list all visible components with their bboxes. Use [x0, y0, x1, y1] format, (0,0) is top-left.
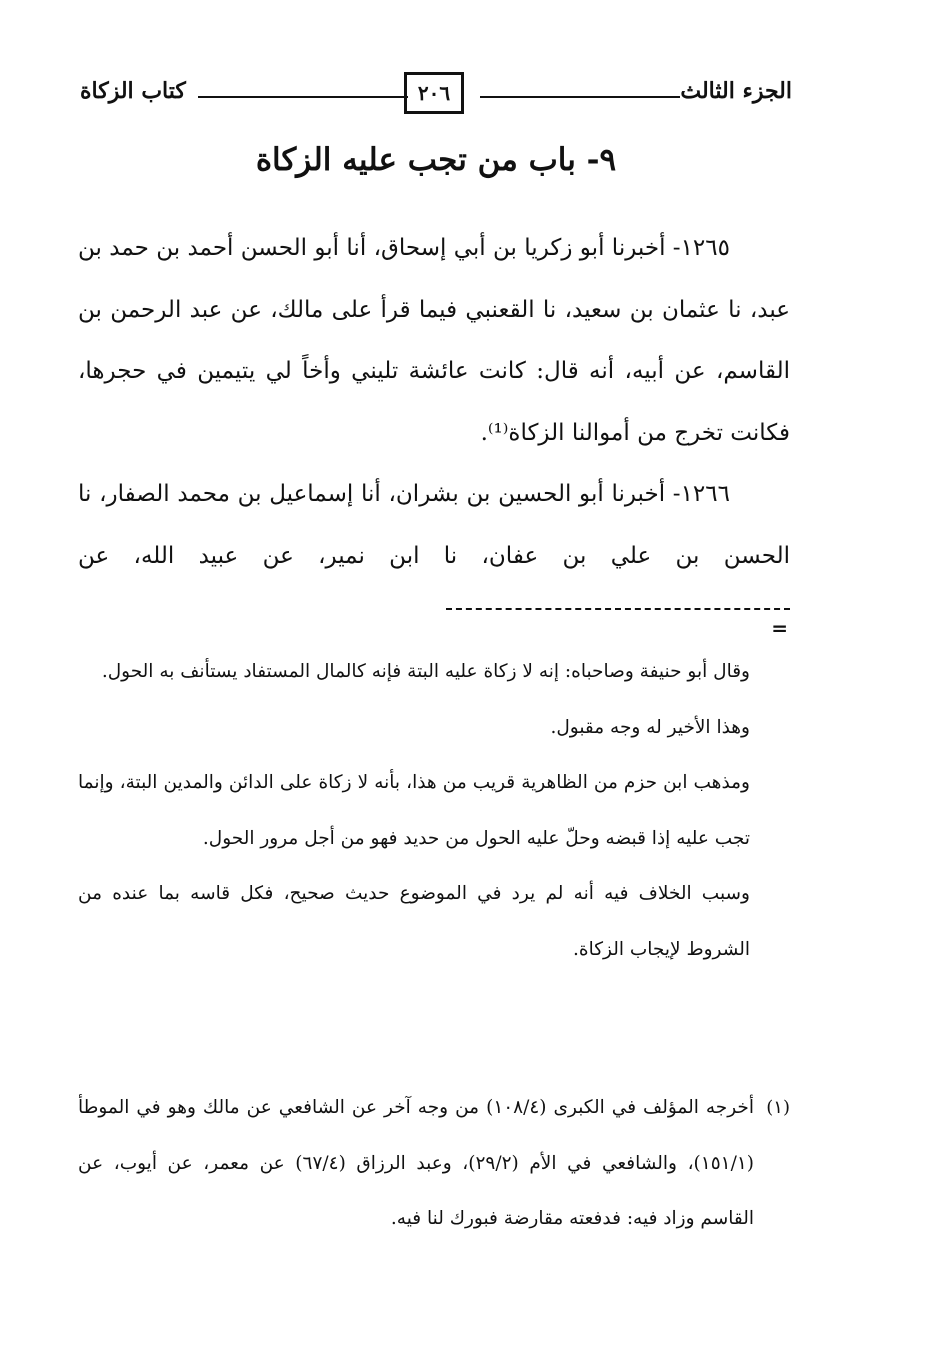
hadith-1265: ١٢٦٥- أخبرنا أبو زكريا بن أبي إسحاق، أنا أبو الحسن أحمد بن حمد بن عبد، نا عثمان بن سعيد، نا القعنبي فيما قرأ على مالك، عن عبد الرحمن بن القاسم، عن أبيه، أنه قال: كانت عائشة تليني وأخاً لي يتيمين في حجرها، فكانت تخرج من أموالنا الزكاة⁽¹⁾.	[78, 235, 790, 446]
footnote-1-text: أخرجه المؤلف في الكبرى (١٠٨/٤) من وجه آخر عن الشافعي عن مالك وهو في الموطأ (١٥١/١)، والشافعي في الأم (٢٩/٢)، وعبد الرزاق (٦٧/٤) عن معمر، عن أيوب، عن القاسم وزاد فيه: فدفعته مقارضة فبورك لنا فيه.	[78, 1097, 754, 1229]
header-rule-right	[480, 96, 680, 98]
continuation-mark: =	[771, 616, 788, 640]
footnote-separator	[446, 608, 790, 610]
footnote-marker: (١)	[766, 1097, 790, 1118]
footnote-paragraph: وهذا الأخير له وجه مقبول.	[550, 716, 750, 738]
page-number: ٢٠٦	[404, 72, 464, 114]
book-label: كتاب الزكاة	[80, 78, 186, 104]
footnote-paragraph: ومذهب ابن حزم من الظاهرية قريب من هذا، بأنه لا زكاة على الدائن والمدين البتة، وإنما تجب عليه إذا قبضه وحلّ عليه الحول من حديد فهو من أجل مرور الحول.	[78, 772, 750, 849]
main-text	[78, 218, 790, 587]
footnote-paragraph: وسبب الخلاف فيه أنه لم يرد في الموضوع حديث صحيح، فكل قاسه بما عنده من الشروط لإيجاب الزكاة.	[78, 883, 750, 960]
running-header	[80, 72, 792, 122]
footnote-paragraph: وقال أبو حنيفة وصاحباه: إنه لا زكاة عليه البتة فإنه كالمال المستفاد يستأنف به الحول.	[101, 661, 750, 682]
footnotes-continued	[78, 644, 750, 977]
footnote-1	[78, 1080, 790, 1247]
header-rule-left	[198, 96, 408, 98]
chapter-title: ٩- باب من تجب عليه الزكاة	[255, 142, 617, 178]
volume-label: الجزء الثالث	[680, 78, 792, 104]
hadith-1266: ١٢٦٦- أخبرنا أبو الحسين بن بشران، أنا إسماعيل بن محمد الصفار، نا الحسن بن علي بن عفان، نا ابن نمير، عن عبيد الله، عن	[78, 481, 790, 569]
